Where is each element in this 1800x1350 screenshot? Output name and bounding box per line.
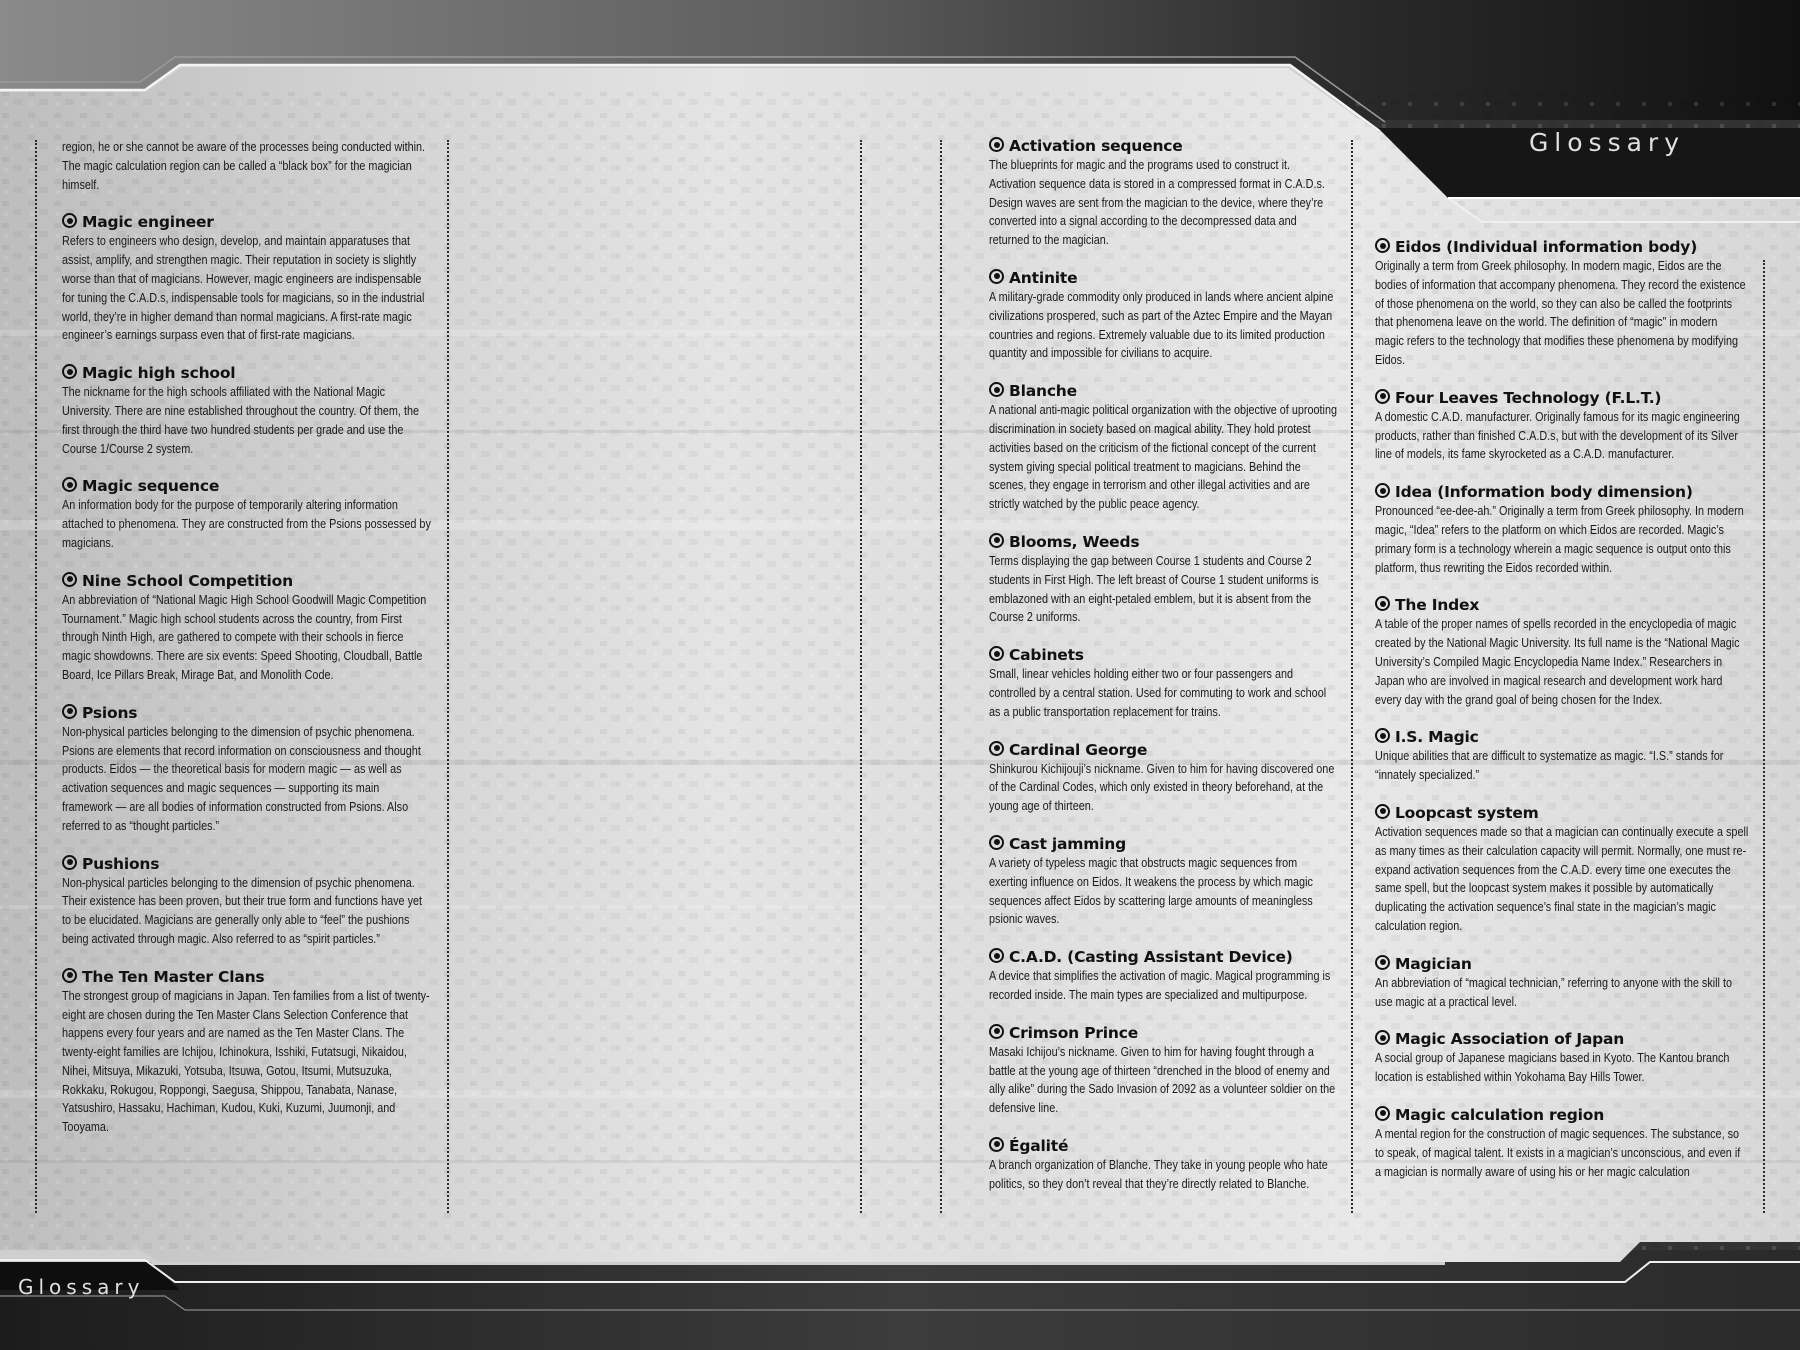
- column-divider: [860, 140, 862, 1213]
- glossary-entry: [989, 948, 1339, 1005]
- entry-definition: A branch organization of Blanche. They take in young people who hate politics, so they don’t reveal that they’re directly related to Blanche.: [989, 1157, 1328, 1191]
- glossary-entry: [989, 269, 1339, 363]
- entry-term: Psions: [62, 704, 432, 723]
- entry-definition: A social group of Japanese magicians based in Kyoto. The Kantou branch location is established within Yokohama Bay Hills Tower.: [1375, 1051, 1730, 1085]
- entry-definition: Unique abilities that are difficult to systematize as magic. “I.S.” stands for “innately specialized.”: [1375, 749, 1724, 783]
- page-footer-glossary: Glossary: [18, 1275, 145, 1299]
- glossary-entry: [1375, 483, 1750, 577]
- entry-term: Idea (Information body dimension): [1375, 483, 1750, 502]
- entry-definition: Small, linear vehicles holding either two or four passengers and controlled by a central station. Used for commuting to work and school as a public transportation replacement for trains.: [989, 667, 1327, 719]
- continued-definition: region, he or she cannot be aware of the processes being conducted within. The magic calculation region can be called a “black box” for the magician himself.: [62, 140, 426, 192]
- entry-definition: The blueprints for magic and the programs used to construct it. Activation sequence data is stored in a compressed format in C.A.D.s. Design waves are sent from the magician to the device, where they’re converted into a signal according to the decompressed data and returned to the magician.: [989, 158, 1325, 248]
- glossary-entry: [1375, 1030, 1750, 1087]
- bullet-icon: [62, 364, 77, 379]
- glossary-entry: [62, 213, 432, 345]
- glossary-column-1: [62, 138, 432, 1156]
- glossary-entry: [989, 382, 1339, 514]
- glossary-entry: [1375, 728, 1750, 785]
- entry-term: Cast jamming: [989, 835, 1339, 854]
- bullet-icon: [62, 213, 77, 228]
- bullet-icon: [989, 137, 1004, 152]
- entry-term: Activation sequence: [989, 137, 1339, 156]
- bullet-icon: [1375, 596, 1390, 611]
- bullet-icon: [989, 1024, 1004, 1039]
- entry-definition: A domestic C.A.D. manufacturer. Originally famous for its magic engineering products, rather than finished C.A.D.s, but with the development of its Silver line of models, its fame skyrocketed as a C.A.D. manufacturer.: [1375, 409, 1740, 462]
- column-divider: [35, 140, 37, 1213]
- entry-term: Magician: [1375, 955, 1750, 974]
- entry-definition: A mental region for the construction of magic sequences. The substance, so to speak, of magical talent. It exists in a magician’s unconscious, and even if a magician is normally aware of using his or her magic calculation: [1375, 1126, 1741, 1179]
- entry-definition: A table of the proper names of spells recorded in the encyclopedia of magic created by the National Magic University. Its full name is the “National Magic University’s Compiled Magic Encyclopedia Name Index.” Researchers in Japan who are involved in magical research and development work hard every day with the grand goal of being chosen for the Index.: [1375, 617, 1740, 707]
- glossary-entry: [989, 741, 1339, 816]
- entry-term: Égalité: [989, 1137, 1339, 1156]
- bullet-icon: [989, 948, 1004, 963]
- glossary-entry: [989, 646, 1339, 721]
- glossary-entry: [1375, 1106, 1750, 1181]
- entry-term: The Index: [1375, 596, 1750, 615]
- glossary-entry: [62, 855, 432, 949]
- glossary-entry: [62, 572, 432, 685]
- entry-term: Cabinets: [989, 646, 1339, 665]
- entry-term: Magic Association of Japan: [1375, 1030, 1750, 1049]
- bullet-icon: [1375, 1030, 1390, 1045]
- bullet-icon: [1375, 1106, 1390, 1121]
- entry-definition: Non-physical particles belonging to the dimension of psychic phenomena. Their existence has been proven, but their true form and functions have yet to be elucidated. Magicians are generally only able to “feel” the pushions being activated through magic. Also referred to as “spirit particles.”: [62, 875, 423, 946]
- glossary-column-4: [1375, 238, 1750, 1200]
- entry-definition: A variety of typeless magic that obstructs magic sequences from exerting influence on Eidos. It weakens the process by which magic sequences affect Eidos by scattering large amounts of meaningless psionic waves.: [989, 855, 1313, 927]
- entry-definition: Non-physical particles belonging to the dimension of psychic phenomena. Psions are elements that record information on consciousness and thought products. Eidos — the theoretical basis for modern magic — as well as activation sequences and magic sequences — supporting its main framework — are all bodies of information constructed from Psions. Also referred to as “thought particles.”: [62, 724, 421, 833]
- glossary-entry: [62, 364, 432, 458]
- glossary-entry: [989, 835, 1339, 929]
- entry-definition: An information body for the purpose of temporarily altering information attached to phenomena. They are constructed from the Psions possessed by magicians.: [62, 498, 431, 550]
- glossary-entry: [1375, 804, 1750, 936]
- entry-term: Magic high school: [62, 364, 432, 383]
- entry-term: Blooms, Weeds: [989, 533, 1339, 552]
- column-divider: [1351, 140, 1353, 1213]
- bullet-icon: [1375, 955, 1390, 970]
- glossary-entry: [989, 1137, 1339, 1194]
- entry-term: Loopcast system: [1375, 804, 1750, 823]
- entry-term: Eidos (Individual information body): [1375, 238, 1750, 257]
- entry-definition: An abbreviation of “magical technician,” referring to anyone with the skill to use magic at a practical level.: [1375, 975, 1732, 1009]
- column-divider: [447, 140, 449, 1213]
- entry-term: Cardinal George: [989, 741, 1339, 760]
- entry-definition: The nickname for the high schools affiliated with the National Magic University. There are nine established throughout the country. Of them, the first through the third have two hundred students per grade and use the Course 1/Course 2 system.: [62, 385, 420, 456]
- glossary-entry: [1375, 389, 1750, 464]
- glossary-entry: [989, 1024, 1339, 1118]
- glossary-entry: [62, 477, 432, 552]
- bullet-icon: [989, 533, 1004, 548]
- entry-term: Four Leaves Technology (F.L.T.): [1375, 389, 1750, 408]
- glossary-entry: [62, 968, 432, 1137]
- entry-definition: An abbreviation of “National Magic High School Goodwill Magic Competition Tournament.” Magic high school students across the country, from First through Ninth High, are gathered to compete with their schools in fierce magic showdowns. There are six events: Speed Shooting, Cloudball, Battle Board, Ice Pillars Break, Mirage Bat, and Monolith Code.: [62, 592, 427, 682]
- bullet-icon: [989, 741, 1004, 756]
- entry-term: Nine School Competition: [62, 572, 432, 591]
- entry-definition: The strongest group of magicians in Japan. Ten families from a list of twenty-eight are chosen during the Ten Master Clans Selection Conference that happens every four years and are named as the Ten Master Clans. The twenty-eight families are Ichijou, Ichinokura, Isshiki, Futatsugi, Nikaidou, Nihei, Mitsuya, Mikazuki, Yotsuba, Itsuwa, Gotou, Itsumi, Mutsuzuka, Rokkaku, Rokugou, Roppongi, Saegusa, Shippou, Tanabata, Nanase, Yatsushiro, Hassaku, Hachiman, Kudou, Kuki, Kuzumi, Juumonji, and Tooyama.: [62, 988, 430, 1135]
- entry-term: Blanche: [989, 382, 1339, 401]
- entry-term: I.S. Magic: [1375, 728, 1750, 747]
- glossary-entry: [989, 137, 1339, 250]
- bullet-icon: [1375, 804, 1390, 819]
- glossary-entry: [989, 533, 1339, 627]
- glossary-entry: [1375, 238, 1750, 370]
- bullet-icon: [62, 572, 77, 587]
- bullet-icon: [989, 835, 1004, 850]
- bullet-icon: [62, 704, 77, 719]
- bullet-icon: [989, 382, 1004, 397]
- entry-definition: A device that simplifies the activation of magic. Magical programming is recorded inside. The main types are specialized and multipurpose.: [989, 969, 1331, 1002]
- bullet-icon: [1375, 483, 1390, 498]
- glossary-entry: [1375, 955, 1750, 1012]
- bullet-icon: [989, 269, 1004, 284]
- entry-term: Magic calculation region: [1375, 1106, 1750, 1125]
- page-header-glossary: Glossary: [1528, 128, 1685, 157]
- glossary-entry: [62, 704, 432, 836]
- column-divider: [1763, 260, 1765, 1213]
- entry-definition: Pronounced “ee-dee-ah.” Originally a term from Greek philosophy. In modern magic, “Idea” refers to the platform on which Eidos are recorded. Magic’s primary form is a technology wherein a magic sequence is output onto this platform, thus rewriting the Eidos recorded within.: [1375, 504, 1744, 575]
- bullet-icon: [1375, 238, 1390, 253]
- bullet-icon: [989, 646, 1004, 661]
- entry-definition: Refers to engineers who design, develop, and maintain apparatuses that assist, amplify, and strengthen magic. Their reputation in society is slightly worse than that of magicians. However, magic engineers are indispensable for tuning the C.A.D.s, indispensable tools for magicians, so in the industrial world, they’re in higher demand than normal magicians. A first-rate magic engineer’s earnings surpass even that of first-rate magicians.: [62, 234, 425, 343]
- bullet-icon: [989, 1137, 1004, 1152]
- entry-term: Pushions: [62, 855, 432, 874]
- entry-term: C.A.D. (Casting Assistant Device): [989, 948, 1339, 967]
- entry-definition: Originally a term from Greek philosophy. In modern magic, Eidos are the bodies of information that accompany phenomena. They record the existence of those phenomena on the world, so they can also be called the footprints that phenomena leave on the world. The definition of “magic” in modern magic refers to the technology that modifies these phenomena by modifying Eidos.: [1375, 259, 1746, 367]
- entry-term: Crimson Prince: [989, 1024, 1339, 1043]
- bullet-icon: [1375, 389, 1390, 404]
- entry-term: Magic sequence: [62, 477, 432, 496]
- column-divider: [940, 140, 942, 1213]
- entry-term: The Ten Master Clans: [62, 968, 432, 987]
- bullet-icon: [1375, 728, 1390, 743]
- entry-definition: A military-grade commodity only produced in lands where ancient alpine civilizations prospered, such as part of the Aztec Empire and the Mayan countries and regions. Extremely valuable due to its limited production quantity and impossible for civilians to acquire.: [989, 289, 1334, 361]
- glossary-entry: [1375, 596, 1750, 709]
- entry-definition: Shinkurou Kichijouji’s nickname. Given to him for having discovered one of the Cardinal Codes, which only existed in theory beforehand, at the young age of thirteen.: [989, 761, 1335, 814]
- entry-definition: Terms displaying the gap between Course 1 students and Course 2 students in First High. The left breast of Course 1 student uniforms is emblazoned with an eight-petaled emblem, but it is absent from the Course 2 uniforms.: [989, 553, 1319, 625]
- entry-definition: Masaki Ichijou’s nickname. Given to him for having fought through a battle at the young age of thirteen “drenched in the blood of enemy and ally alike” during the Sado Invasion of 2092 as a volunteer soldier on the defensive line.: [989, 1044, 1336, 1116]
- entry-term: Antinite: [989, 269, 1339, 288]
- entry-term: Magic engineer: [62, 213, 432, 232]
- bullet-icon: [62, 968, 77, 983]
- entry-definition: A national anti-magic political organization with the objective of uprooting discrimination in society based on magical ability. They hold protest activities based on the criticism of the fictional concept of the current system giving special political treatment to magicians. Behind the scenes, they engage in terrorism and other illegal activities and are strictly watched by the public peace agency.: [989, 403, 1338, 512]
- glossary-column-3: [989, 137, 1339, 1212]
- bullet-icon: [62, 477, 77, 492]
- entry-definition: Activation sequences made so that a magician can continually execute a spell as many times as their calculation capacity will permit. Normally, one must re-expand activation sequences from the C.A.D. every time one executes the same spell, but the loopcast system makes it possible by automatically duplicating the activation sequence’s final state in the magician’s magic calculation region.: [1375, 824, 1749, 933]
- bullet-icon: [62, 855, 77, 870]
